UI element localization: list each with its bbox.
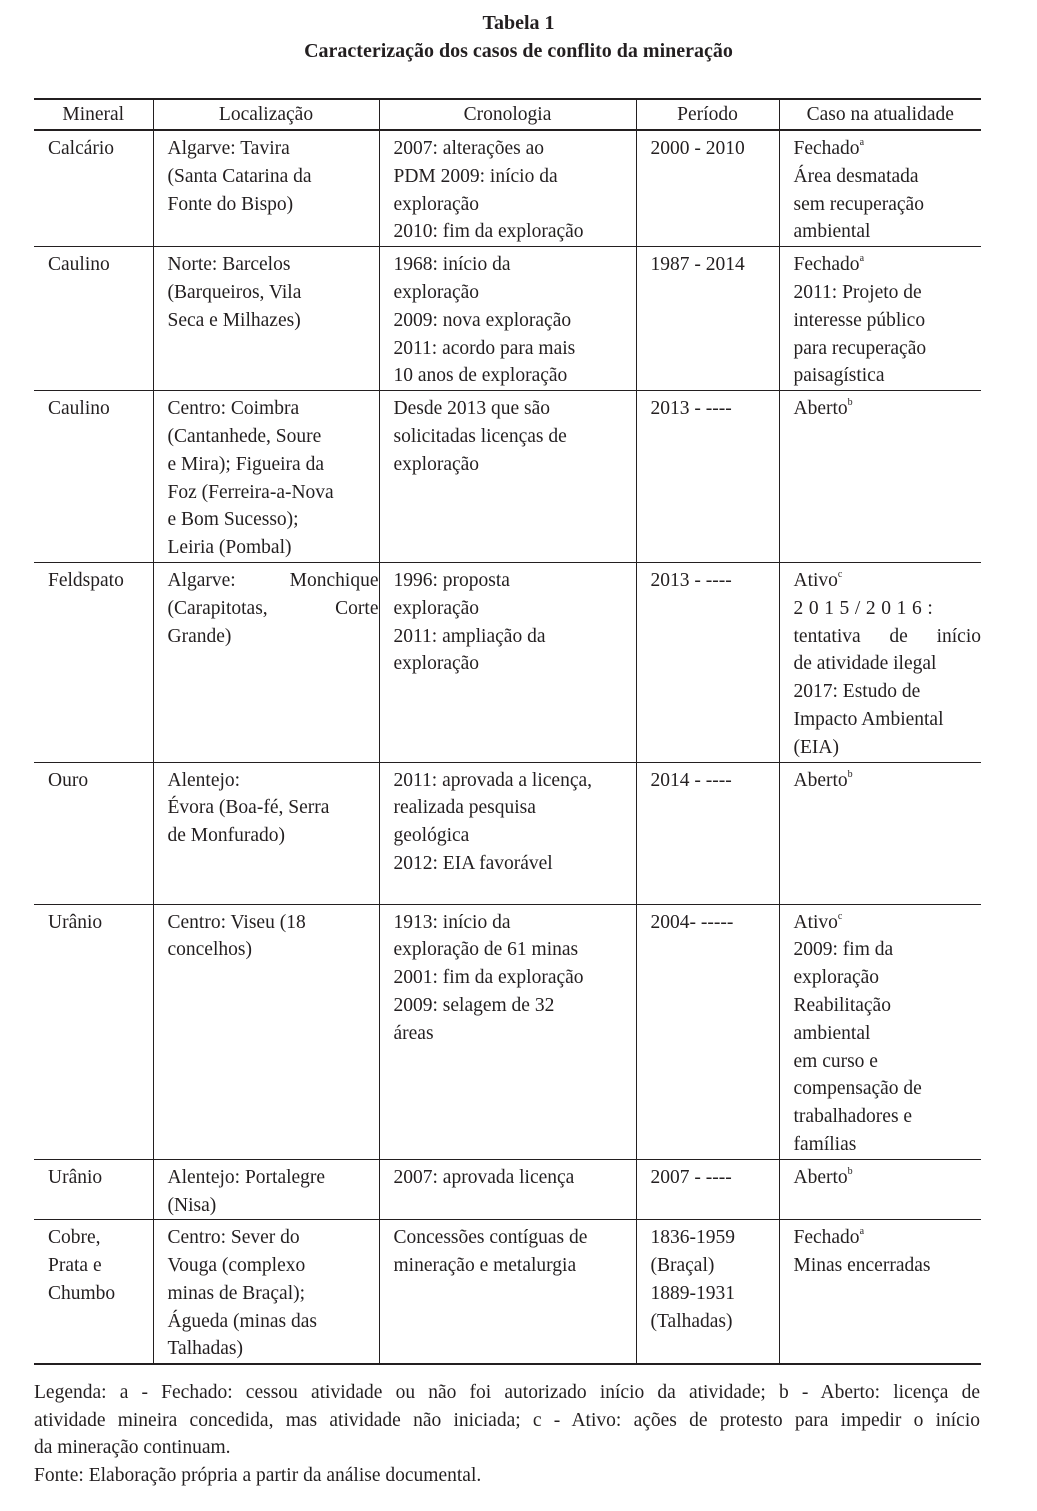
localizacao-line: Centro: Coimbra [167,398,300,420]
cronologia-line: 1913: início da [393,911,511,933]
localizacao-line: (Santa Catarina da [167,165,312,187]
caso-line: paisagística [793,365,885,387]
cronologia-line: 2009: selagem de 32 [393,994,555,1016]
mineral-cell [34,562,153,762]
mineral-line: Cobre, [48,1227,101,1249]
table-row [34,1159,981,1220]
caso-cell [779,130,981,247]
caso-cell [779,562,981,762]
status-text: Ativo [793,911,838,933]
localizacao-line: Évora (Boa-fé, Serra [167,797,330,819]
periodo-line: (Braçal) [650,1255,715,1277]
caso-line: tentativa de início [793,625,981,647]
localizacao-line: Talhadas) [167,1338,244,1360]
localizacao-line: Algarve: Monchique [167,569,379,591]
status-text: Aberto [793,398,848,420]
status-note-marker: a [859,137,865,148]
case-status [794,1224,982,1252]
localizacao-line: Foz (Ferreira-a-Nova [167,481,334,503]
localizacao-line: Alentejo: Portalegre [167,1166,326,1188]
column-header: Período [636,99,779,130]
cronologia-line: Desde 2013 que são [393,398,551,420]
periodo-cell [636,391,779,563]
status-note-marker: b [847,768,853,780]
mining-conflicts-table [34,98,981,1365]
mineral-cell [34,1220,153,1364]
case-status [794,251,982,279]
table-number: Tabela 1 [482,12,555,34]
cronologia-cell [379,1220,636,1364]
localizacao-line: de Monfurado) [167,825,286,847]
periodo-line: 2004- ----- [650,911,734,933]
cronologia-cell [379,130,636,247]
localizacao-cell [153,562,379,762]
periodo-cell [636,1159,779,1220]
mineral-line: Caulino [48,254,110,276]
localizacao-line: e Mira); Figueira da [167,453,324,475]
status-note-marker: c [837,568,843,580]
case-status [794,395,982,423]
localizacao-line: (Carapitotas, Corte [167,597,379,619]
mineral-line: Ouro [48,769,89,791]
caso-line: 2015/2016: [793,597,939,619]
localizacao-line: Vouga (complexo [167,1255,306,1277]
localizacao-line: (Barqueiros, Vila [167,281,302,303]
case-status [794,135,982,163]
caso-line: para recuperação [793,337,927,359]
cronologia-cell [379,562,636,762]
mineral-line: Prata e [48,1255,102,1277]
mineral-cell [34,247,153,391]
caso-line: famílias [793,1133,857,1155]
cronologia-line: exploração [393,193,480,215]
periodo-line: 1889-1931 [650,1282,735,1304]
periodo-cell [636,562,779,762]
caso-line: Impacto Ambiental [793,708,944,730]
table-header-row [34,99,981,130]
caso-line: interesse público [793,309,926,331]
table-row [34,130,981,247]
caso-cell [779,1220,981,1364]
column-header: Localização [153,99,379,130]
periodo-cell [636,130,779,247]
localizacao-cell [153,391,379,563]
cronologia-line: 2011: ampliação da [393,625,546,647]
caso-cell [779,904,981,1159]
cronologia-line: PDM 2009: início da [393,165,558,187]
status-text: Fechado [793,254,860,276]
localizacao-line: Grande) [167,625,232,647]
cronologia-line: 1996: proposta [393,569,510,591]
cronologia-line: 2009: nova exploração [393,309,572,331]
localizacao-cell [153,130,379,247]
localizacao-line: (Nisa) [167,1194,217,1216]
mineral-line: Feldspato [48,569,124,591]
mineral-cell [34,1159,153,1220]
cronologia-line: solicitadas licenças de [393,425,567,447]
mineral-line: Urânio [48,1166,103,1188]
localizacao-cell [153,762,379,904]
status-note-marker: c [837,910,843,922]
caso-cell [779,247,981,391]
periodo-line: 2000 - 2010 [650,138,745,159]
cronologia-line: áreas [393,1022,434,1044]
mineral-cell [34,904,153,1159]
cronologia-cell [379,1159,636,1220]
table-legend [34,1379,980,1489]
table-caption: Caracterização dos casos de conflito da mineração [304,40,733,62]
caso-line: 2009: fim da [793,939,894,961]
caso-line: compensação de [793,1078,922,1100]
column-header: Cronologia [379,99,636,130]
mineral-line: Caulino [48,398,110,420]
cronologia-cell [379,762,636,904]
localizacao-line: Leiria (Pombal) [167,537,292,559]
caso-line: ambiental [793,1022,871,1044]
status-text: Fechado [793,138,860,159]
localizacao-line: minas de Braçal); [167,1282,306,1304]
source-note: Fonte: Elaboração própria a partir da análise documental. [34,1464,482,1486]
table-row [34,391,981,563]
periodo-line: 2013 - ---- [650,569,732,591]
mineral-line: Urânio [48,911,103,933]
legend-line: da mineração continuam. [34,1437,231,1458]
cronologia-line: geológica [393,825,470,847]
periodo-line: 2014 - ---- [650,769,732,791]
localizacao-line: Algarve: Tavira [167,138,290,159]
periodo-line: 2007 - ---- [650,1166,732,1188]
periodo-line: (Talhadas) [650,1310,733,1332]
legend-line: Legenda: a - Fechado: cessou atividade ou não foi autorizado início da atividade; b - Aberto: licença de [34,1382,980,1403]
caso-line: trabalhadores e [793,1106,913,1128]
caso-line: Minas encerradas [793,1255,931,1277]
localizacao-cell [153,904,379,1159]
localizacao-line: Centro: Sever do [167,1227,300,1249]
table-row [34,1220,981,1364]
mineral-cell [34,762,153,904]
caso-line: de atividade ilegal [793,653,937,675]
cronologia-line: exploração [393,653,480,675]
cronologia-line: 2011: acordo para mais [393,337,576,359]
column-header: Mineral [34,99,153,130]
cronologia-line: 2011: aprovada a licença, [393,769,593,791]
cronologia-line: 2001: fim da exploração [393,967,584,989]
table-row [34,762,981,904]
mineral-cell [34,391,153,563]
caso-line: Reabilitação [793,994,891,1016]
mineral-cell [34,130,153,247]
localizacao-line: concelhos) [167,939,252,961]
caso-cell [779,762,981,904]
cronologia-line: 2012: EIA favorável [393,852,553,874]
cronologia-line: Concessões contíguas de [393,1227,588,1249]
status-note-marker: a [859,253,865,265]
status-note-marker: a [859,1226,865,1238]
cronologia-line: 2007: aprovada licença [393,1166,575,1188]
mineral-line: Calcário [48,138,115,159]
periodo-cell [636,904,779,1159]
case-status [794,567,982,595]
localizacao-cell [153,1220,379,1364]
caso-line: ambiental [793,221,871,243]
cronologia-line: exploração de 61 minas [393,939,579,961]
cronologia-line: exploração [393,597,480,619]
table-row [34,247,981,391]
localizacao-line: Águeda (minas das [167,1310,317,1332]
status-text: Aberto [793,1166,848,1188]
status-text: Ativo [793,569,838,591]
localizacao-cell [153,1159,379,1220]
periodo-line: 1836-1959 [650,1227,735,1249]
cronologia-line: 1968: início da [393,254,511,276]
localizacao-line: Seca e Milhazes) [167,309,301,331]
cronologia-cell [379,391,636,563]
cronologia-line: realizada pesquisa [393,797,536,819]
cronologia-line: exploração [393,281,480,303]
caso-line: Área desmatada [793,165,919,187]
column-header: Caso na atualidade [779,99,981,130]
localizacao-line: e Bom Sucesso); [167,509,299,531]
periodo-line: 1987 - 2014 [650,254,745,276]
case-status [794,1164,982,1192]
case-status [794,767,982,795]
caso-line: sem recuperação [793,193,924,215]
localizacao-line: Norte: Barcelos [167,254,291,276]
status-note-marker: b [847,397,853,409]
cronologia-cell [379,247,636,391]
caso-cell [779,1159,981,1220]
caso-line: exploração [793,967,880,989]
periodo-line: 2013 - ---- [650,398,732,420]
caso-line: (EIA) [793,736,839,758]
caso-cell [779,391,981,563]
localizacao-line: (Cantanhede, Soure [167,425,322,447]
localizacao-line: Centro: Viseu (18 [167,911,306,933]
caso-line: em curso e [793,1050,878,1072]
cronologia-line: 10 anos de exploração [393,365,568,387]
cronologia-line: 2007: alterações ao [393,138,545,159]
mineral-line: Chumbo [48,1282,116,1304]
cronologia-cell [379,904,636,1159]
periodo-cell [636,1220,779,1364]
status-text: Aberto [793,769,848,791]
localizacao-cell [153,247,379,391]
caso-line: 2011: Projeto de [793,281,922,303]
cronologia-line: exploração [393,453,480,475]
legend-line: atividade mineira concedida, mas atividade não iniciada; c - Ativo: ações de protesto para impedir o início [34,1409,980,1431]
localizacao-line: Alentejo: [167,769,241,791]
cronologia-line: mineração e metalurgia [393,1255,577,1277]
table-row [34,904,981,1159]
caso-line: 2017: Estudo de [793,681,921,703]
periodo-cell [636,247,779,391]
localizacao-line: Fonte do Bispo) [167,193,294,215]
periodo-cell [636,762,779,904]
cronologia-line: 2010: fim da exploração [393,221,584,243]
case-status [794,909,982,937]
table-row [34,562,981,762]
status-text: Fechado [793,1227,860,1249]
status-note-marker: b [847,1165,853,1177]
